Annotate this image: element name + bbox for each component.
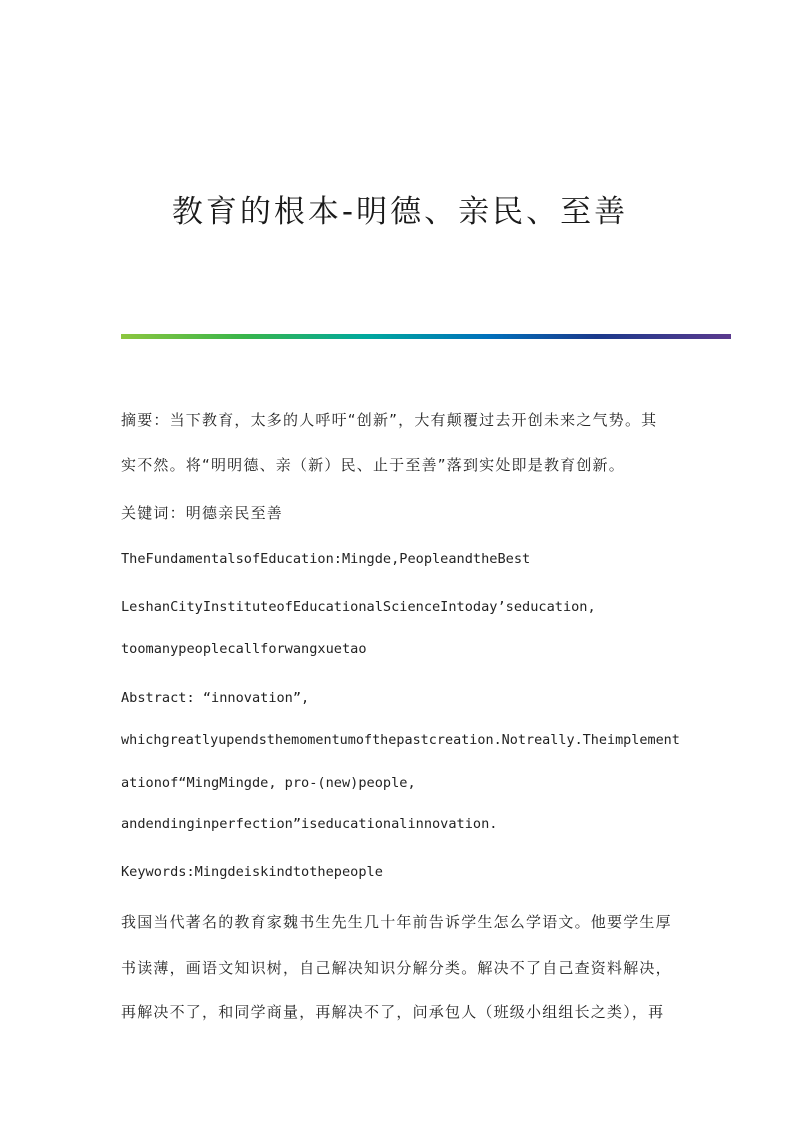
english-abstract-line-4: andendinginperfection”iseducationalinnovation. bbox=[121, 816, 498, 832]
english-affiliation-line-2: toomanypeoplecallforwangxuetao bbox=[121, 641, 367, 657]
keywords-cn: 关键词：明德亲民至善 bbox=[121, 504, 284, 522]
english-abstract-line-3: ationof“MingMingde, pro-(new)people, bbox=[121, 775, 416, 791]
english-affiliation-line-1: LeshanCityInstituteofEducationalScienceIntoday’seducation, bbox=[121, 599, 596, 615]
abstract-cn-line-1: 摘要：当下教育，太多的人呼吁“创新”，大有颠覆过去开创未来之气势。其 bbox=[121, 411, 658, 429]
english-abstract-line-1: Abstract: “innovation”, bbox=[121, 690, 310, 706]
body-cn-line-3: 再解决不了，和同学商量，再解决不了，问承包人（班级小组组长之类），再 bbox=[121, 1003, 665, 1021]
body-cn-line-2: 书读薄，画语文知识树，自己解决知识分解分类。解决不了自己查资料解决， bbox=[121, 959, 672, 977]
english-abstract-line-2: whichgreatlyupendsthemomentumofthepastcreation.Notreally.Theimplement bbox=[121, 733, 680, 748]
document-title: 教育的根本-明德、亲民、至善 bbox=[171, 194, 629, 230]
abstract-cn-line-2: 实不然。将“明明德、亲（新）民、止于至善”落到实处即是教育创新。 bbox=[121, 456, 625, 474]
body-cn-line-1: 我国当代著名的教育家魏书生先生几十年前告诉学生怎么学语文。他要学生厚 bbox=[121, 913, 672, 931]
english-keywords: Keywords:Mingdeiskindtothepeople bbox=[121, 864, 383, 880]
english-title: TheFundamentalsofEducation:Mingde,PeopleandtheBest bbox=[121, 551, 531, 567]
title-divider bbox=[121, 334, 731, 339]
